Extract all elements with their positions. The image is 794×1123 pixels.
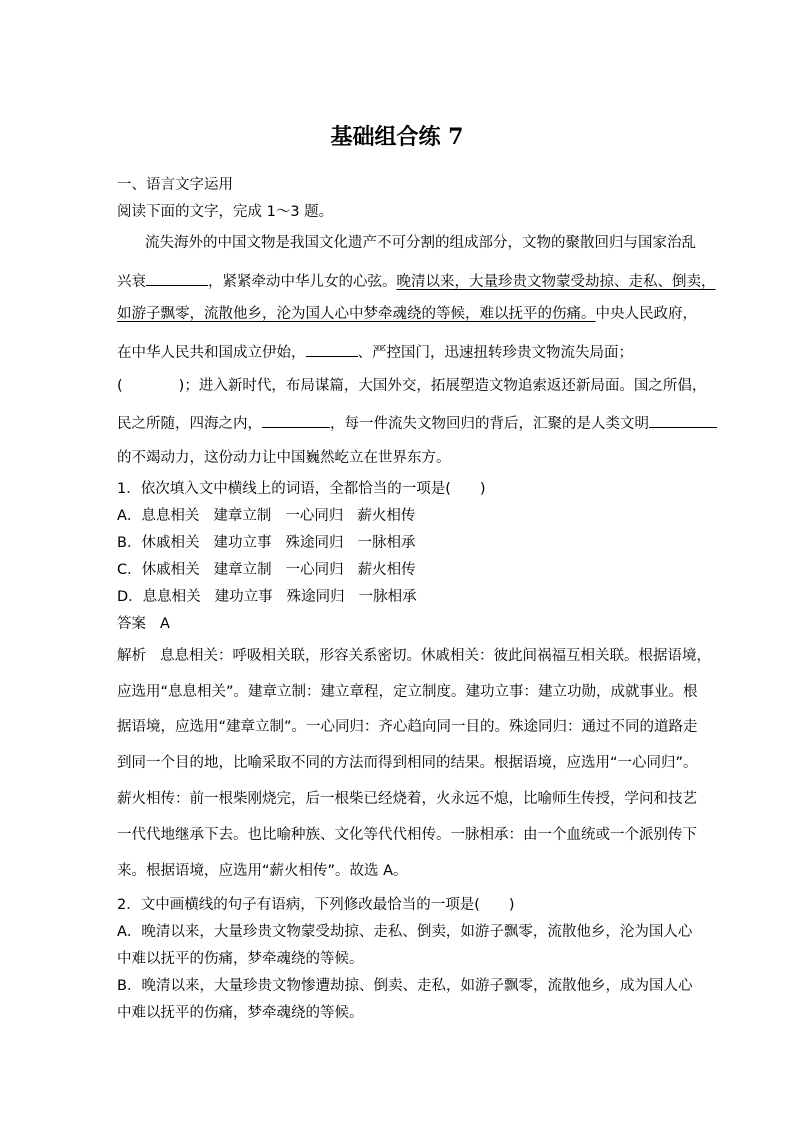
option-word: 建章立制 xyxy=(213,508,272,524)
passage-text: 在中华人民共和国成立伊始， xyxy=(117,345,306,361)
q2-option-b-line-2: 中难以抚平的伤痛，梦牵魂绕的等候。 xyxy=(117,1005,364,1021)
fill-blank-2 xyxy=(306,342,358,357)
passage-line-7: 的不竭动力，这份动力让中国巍然屹立在世界东方。 xyxy=(117,450,451,466)
passage-text: 、严控国门，迅速扭转珍贵文物流失局面； xyxy=(357,345,633,361)
passage-line-4 xyxy=(117,342,633,362)
passage-text: 民之所随，四海之内， xyxy=(117,416,262,432)
underlined-sentence: 如游子飘零，流散他乡，沦为国人心中梦牵魂绕的等候，难以抚平的伤痛。 xyxy=(117,306,596,322)
passage-text: ( xyxy=(117,378,123,394)
question-2-stem: 2．文中画横线的句子有语病，下列修改最恰当的一项是( ) xyxy=(117,897,515,913)
passage-text: ，紧紧牵动中华儿女的心弦。 xyxy=(208,274,397,290)
analysis-line-2: 应选用“息息相关”。建章立制：建立章程，定立制度。建功立事：建立功勋，成就事业。根 xyxy=(117,684,698,700)
analysis-line-5: 薪火相传：前一根柴刚烧完，后一根柴已经烧着，火永远不熄，比喻师生传授，学问和技艺 xyxy=(117,791,697,807)
option-c xyxy=(117,561,416,579)
option-word: 建章立制 xyxy=(213,562,272,578)
q2-option-b-line-1: B．晚清以来，大量珍贵文物惨遭劫掠、倒卖、走私，如游子飘零，流散他乡，成为国人心 xyxy=(117,978,693,994)
answer-label: 答案 xyxy=(117,616,146,632)
option-word: 殊途同归 xyxy=(285,535,344,551)
option-word: 休戚相关 xyxy=(141,535,200,551)
question-1-stem: 1．依次填入文中横线上的词语，全都恰当的一项是( ) xyxy=(117,481,486,497)
option-word: 建功立事 xyxy=(214,589,273,605)
answer-line xyxy=(117,615,170,633)
option-word: 薪火相传 xyxy=(357,508,416,524)
option-label: D． xyxy=(117,589,143,605)
option-word: 一脉相承 xyxy=(358,589,417,605)
option-word: 息息相关 xyxy=(141,508,200,524)
underlined-sentence: 晚清以来，大量珍贵文物蒙受劫掠、走私、倒卖， xyxy=(396,274,716,290)
fill-blank-1 xyxy=(146,271,208,286)
analysis-line-4: 到同一个目的地，比喻采取不同的方法而得到相同的结果。根据语境，应选用“一心同归”。 xyxy=(117,755,698,771)
passage-line-3 xyxy=(117,305,697,323)
analysis-line-1 xyxy=(117,647,711,665)
passage-text: )；进入新时代，布局谋篇，大国外交，拓展塑造文物追索返还新局面。国之所倡， xyxy=(178,378,707,394)
analysis-line-6: 一代代地继承下去。也比喻种族、文化等代代相传。一脉相承：由一个血统或一个派别传下 xyxy=(117,827,697,843)
reading-instruction: 阅读下面的文字，完成 1～3 题。 xyxy=(117,204,334,220)
q2-option-a-line-1: A．晚清以来，大量珍贵文物蒙受劫掠、走私、倒卖，如游子飘零，流散他乡，沦为国人心 xyxy=(117,924,693,940)
page-title: 基础组合练 7 xyxy=(330,124,464,150)
option-word: 一心同归 xyxy=(285,508,344,524)
option-d xyxy=(117,588,417,606)
option-a xyxy=(117,507,415,525)
passage-line-6 xyxy=(117,413,717,433)
option-word: 休戚相关 xyxy=(141,562,200,578)
option-b xyxy=(117,534,415,552)
passage-line-1: 流失海外的中国文物是我国文化遗产不可分割的组成部分，文物的聚散回归与国家治乱 xyxy=(145,235,696,251)
section-heading: 一、语言文字运用 xyxy=(117,177,233,193)
passage-line-5 xyxy=(117,377,706,395)
q2-option-a-line-2: 中难以抚平的伤痛，梦牵魂绕的等候。 xyxy=(117,951,364,967)
passage-text: ，每一件流失文物回归的背后，汇聚的是人类文明 xyxy=(330,416,649,432)
answer-value: A xyxy=(160,616,170,632)
passage-text: 兴衰 xyxy=(117,274,146,290)
analysis-text: 息息相关：呼吸相关联，形容关系密切。休戚相关：彼此间祸福互相关联。根据语境， xyxy=(160,648,711,664)
fill-blank-4 xyxy=(649,413,717,428)
passage-text: 中央人民政府， xyxy=(595,306,697,322)
option-label: A． xyxy=(117,508,142,524)
option-word: 殊途同归 xyxy=(286,589,345,605)
option-word: 薪火相传 xyxy=(357,562,416,578)
analysis-label: 解析 xyxy=(117,648,146,664)
option-word: 息息相关 xyxy=(142,589,201,605)
option-word: 一脉相承 xyxy=(357,535,416,551)
option-word: 一心同归 xyxy=(285,562,344,578)
analysis-line-3: 据语境，应选用“建章立制”。一心同归：齐心趋向同一目的。殊途同归：通过不同的道路走 xyxy=(117,719,698,735)
option-word: 建功立事 xyxy=(213,535,272,551)
analysis-line-7: 来。根据语境，应选用“薪火相传”。故选 A。 xyxy=(117,863,408,879)
fill-blank-3 xyxy=(262,413,330,428)
option-label: C． xyxy=(117,562,142,578)
passage-line-2 xyxy=(117,271,716,291)
option-label: B． xyxy=(117,535,142,551)
